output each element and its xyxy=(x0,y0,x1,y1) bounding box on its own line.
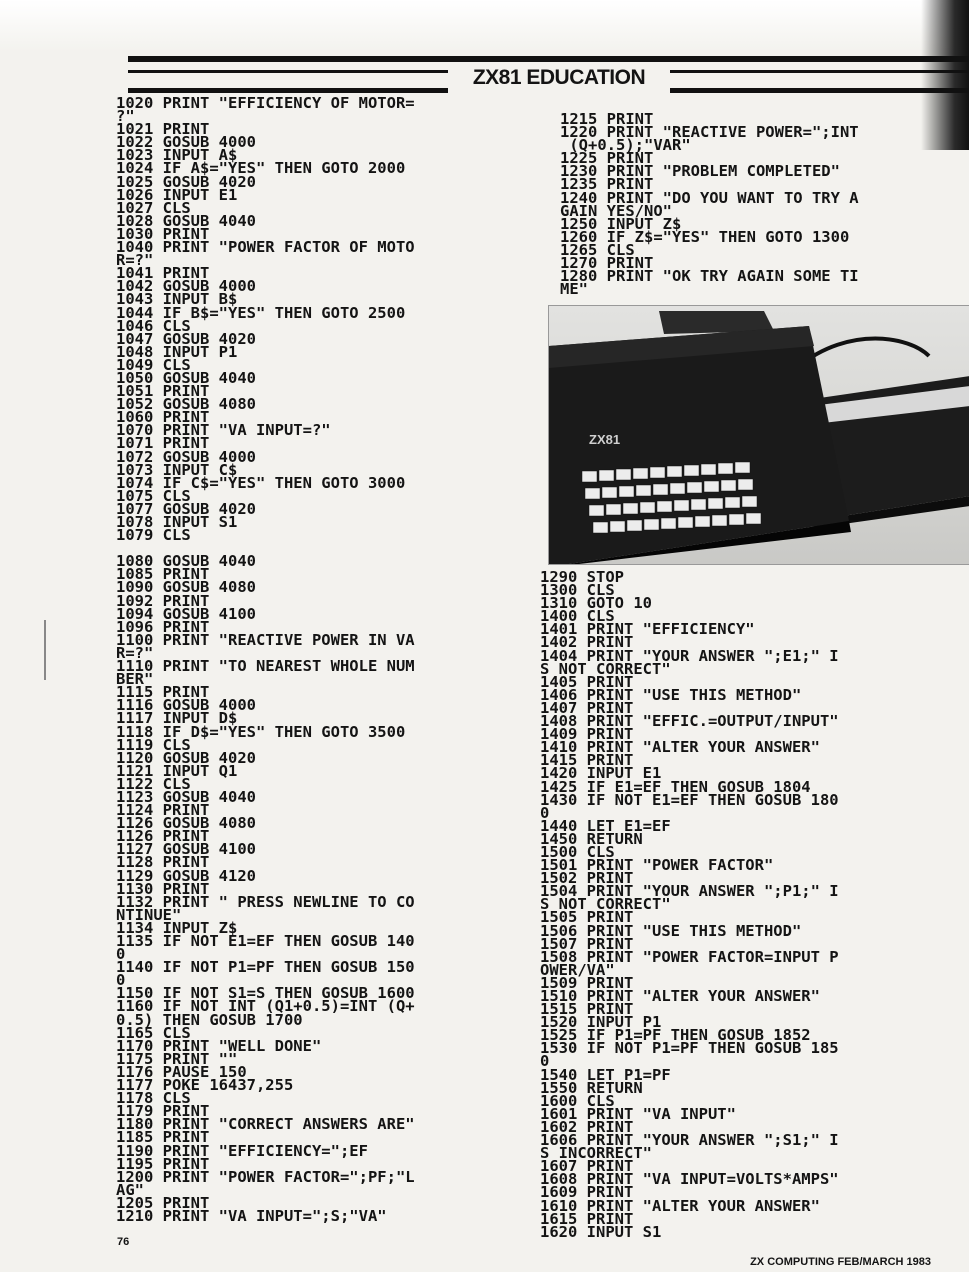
code-line: 1115 PRINT xyxy=(116,683,210,702)
code-line: 1270 PRINT xyxy=(560,254,654,273)
code-line: 1620 INPUT S1 xyxy=(540,1222,662,1239)
code-line: 1300 CLS xyxy=(540,581,615,600)
header-rule-right xyxy=(670,70,969,73)
code-line: 1110 PRINT "TO NEAREST WHOLE NUM xyxy=(116,657,415,676)
code-line: 1119 CLS xyxy=(116,735,191,754)
code-line: 1525 IF P1=PF THEN GOSUB 1852 xyxy=(540,1026,811,1045)
code-line: 1405 PRINT xyxy=(540,672,634,691)
code-line: 1160 IF NOT INT (Q1+0.5)=INT (Q+ xyxy=(116,997,415,1016)
code-line: 1200 PRINT "POWER FACTOR=";PF;"L xyxy=(116,1167,415,1186)
code-line: 1090 GOSUB 4080 xyxy=(116,578,256,597)
code-line: (Q+0.5);"VAR" xyxy=(560,136,691,155)
code-line: 1406 PRINT "USE THIS METHOD" xyxy=(540,685,802,704)
code-line: BER" xyxy=(116,670,154,689)
code-line: 1404 PRINT "YOUR ANSWER ";E1;" I xyxy=(540,646,839,665)
code-line: 1071 PRINT xyxy=(116,434,210,453)
code-line: 1195 PRINT xyxy=(116,1154,210,1173)
zx81-photo xyxy=(548,305,969,565)
code-line: 1230 PRINT "PROBLEM COMPLETED" xyxy=(560,162,840,181)
code-line: 1120 GOSUB 4020 xyxy=(116,748,256,767)
page-top-margin xyxy=(0,0,969,52)
code-line: 1260 IF Z$="YES" THEN GOTO 1300 xyxy=(560,227,850,246)
code-line: 1030 PRINT xyxy=(116,224,210,243)
section-title: ZX81 EDUCATION xyxy=(472,66,646,89)
code-line: 1117 INPUT D$ xyxy=(116,709,238,728)
code-line: 0 xyxy=(540,803,550,822)
code-line: 1042 GOSUB 4000 xyxy=(116,277,256,296)
code-line: 1401 PRINT "EFFICIENCY" xyxy=(540,620,755,639)
code-line: 1210 PRINT "VA INPUT=";S;"VA" xyxy=(116,1206,387,1224)
code-line: AG" xyxy=(116,1180,144,1199)
code-line: 1094 GOSUB 4100 xyxy=(116,604,256,623)
code-line: 1215 PRINT xyxy=(560,113,654,128)
code-line: 1400 CLS xyxy=(540,607,615,626)
code-line: 1609 PRINT xyxy=(540,1183,634,1202)
zx81-computer-image xyxy=(549,306,969,564)
code-line: 1100 PRINT "REACTIVE POWER IN VA xyxy=(116,630,415,649)
code-line: 1508 PRINT "POWER FACTOR=INPUT P xyxy=(540,947,839,966)
code-line: 1606 PRINT "YOUR ANSWER ";S1;" I xyxy=(540,1131,839,1150)
code-line: 1410 PRINT "ALTER YOUR ANSWER" xyxy=(540,738,820,757)
code-line: 1078 INPUT S1 xyxy=(116,513,238,531)
code-line: 1600 CLS xyxy=(540,1091,615,1110)
code-line: ME" xyxy=(560,280,588,297)
code-line: 1509 PRINT xyxy=(540,973,634,992)
magazine-credit: ZX COMPUTING FEB/MARCH 1983 xyxy=(750,1256,931,1268)
code-line: GAIN YES/NO" xyxy=(560,201,672,220)
code-line: 1310 GOTO 10 xyxy=(540,594,652,613)
code-line: 1607 PRINT xyxy=(540,1157,634,1176)
code-line: 1116 GOSUB 4000 xyxy=(116,696,256,715)
code-line: 1072 GOSUB 4000 xyxy=(116,447,256,466)
code-line: 0 xyxy=(116,945,126,964)
code-line: 1080 GOSUB 4040 xyxy=(116,552,256,571)
code-line: 1178 CLS xyxy=(116,1089,191,1108)
code-line: 1070 PRINT "VA INPUT=?" xyxy=(116,421,331,440)
code-line: 1165 CLS xyxy=(116,1023,191,1042)
code-line: 1122 CLS xyxy=(116,774,191,793)
code-line: 1020 PRINT "EFFICIENCY OF MOTOR= xyxy=(116,97,415,112)
code-line: 1425 IF E1=EF THEN GOSUB 1804 xyxy=(540,777,811,796)
code-line: 1129 GOSUB 4120 xyxy=(116,866,256,885)
code-line: 1170 PRINT "WELL DONE" xyxy=(116,1036,322,1055)
code-line: 1190 PRINT "EFFICIENCY=";EF xyxy=(116,1141,368,1160)
code-line: 1608 PRINT "VA INPUT=VOLTS*AMPS" xyxy=(540,1170,839,1189)
code-line: 0 xyxy=(540,1052,550,1071)
code-line: S NOT CORRECT" xyxy=(540,659,671,678)
code-line: 1049 CLS xyxy=(116,355,191,374)
code-line: 1280 PRINT "OK TRY AGAIN SOME TI xyxy=(560,267,859,286)
code-line: 1265 CLS xyxy=(560,240,635,259)
code-line: 1408 PRINT "EFFIC.=OUTPUT/INPUT" xyxy=(540,712,839,731)
code-line: 1130 PRINT xyxy=(116,879,210,898)
code-line: 1205 PRINT xyxy=(116,1193,210,1212)
code-line: 1504 PRINT "YOUR ANSWER ";P1;" I xyxy=(540,882,839,901)
code-line: 1250 INPUT Z$ xyxy=(560,214,682,233)
code-line: 1123 GOSUB 4040 xyxy=(116,787,256,806)
code-line: 1075 CLS xyxy=(116,486,191,505)
code-line: 1048 INPUT P1 xyxy=(116,342,238,361)
header-rule-left xyxy=(128,70,448,73)
code-line: 1051 PRINT xyxy=(116,382,210,401)
code-line: 1177 POKE 16437,255 xyxy=(116,1076,294,1095)
code-line: 1515 PRINT xyxy=(540,1000,634,1019)
code-line: 1024 IF A$="YES" THEN GOTO 2000 xyxy=(116,159,406,178)
code-line: 1615 PRINT xyxy=(540,1209,634,1228)
code-line: 1126 GOSUB 4080 xyxy=(116,814,256,833)
code-line: 1601 PRINT "VA INPUT" xyxy=(540,1104,736,1123)
code-line: 1290 STOP xyxy=(540,571,624,586)
code-line: 1025 GOSUB 4020 xyxy=(116,172,256,191)
listing-left-column xyxy=(116,97,546,1223)
code-line: 1047 GOSUB 4020 xyxy=(116,329,256,348)
code-line: 1050 GOSUB 4040 xyxy=(116,368,256,387)
code-line: 1022 GOSUB 4000 xyxy=(116,133,256,152)
code-line: 1179 PRINT xyxy=(116,1102,210,1121)
code-line: 1505 PRINT xyxy=(540,908,634,927)
code-line: 1610 PRINT "ALTER YOUR ANSWER" xyxy=(540,1196,820,1215)
code-line: 0.5) THEN GOSUB 1700 xyxy=(116,1010,303,1029)
code-line: R=?" xyxy=(116,251,154,270)
scan-mark xyxy=(44,620,46,680)
code-line: NTINUE" xyxy=(116,905,182,924)
code-line: 1126 PRINT xyxy=(116,827,210,846)
code-line: 1507 PRINT xyxy=(540,934,634,953)
code-line: 1027 CLS xyxy=(116,198,191,217)
code-line: 1501 PRINT "POWER FACTOR" xyxy=(540,856,774,875)
code-line: 1235 PRINT xyxy=(560,175,654,194)
code-line: 1500 CLS xyxy=(540,842,615,861)
code-line: 1128 PRINT xyxy=(116,853,210,872)
code-line: 1096 PRINT xyxy=(116,617,210,636)
code-line: 1175 PRINT "" xyxy=(116,1049,238,1068)
code-line: 1415 PRINT xyxy=(540,751,634,770)
code-line: 1041 PRINT xyxy=(116,264,210,283)
code-line: 1602 PRINT xyxy=(540,1117,634,1136)
code-line: 1077 GOSUB 4020 xyxy=(116,499,256,518)
code-line: OWER/VA" xyxy=(540,960,615,979)
code-line: 1121 INPUT Q1 xyxy=(116,761,238,780)
code-line: 1440 LET E1=EF xyxy=(540,816,671,835)
code-line: 1073 INPUT C$ xyxy=(116,460,238,479)
code-line: 1550 RETURN xyxy=(540,1078,643,1097)
code-line: 1176 PAUSE 150 xyxy=(116,1062,247,1081)
code-line: 1052 GOSUB 4080 xyxy=(116,395,256,414)
code-line: 0 xyxy=(116,971,126,990)
code-line: 1044 IF B$="YES" THEN GOTO 2500 xyxy=(116,303,406,322)
code-line: 1502 PRINT xyxy=(540,869,634,888)
code-line: 1092 PRINT xyxy=(116,591,210,610)
code-line: 1520 INPUT P1 xyxy=(540,1013,662,1032)
code-line: S INCORRECT" xyxy=(540,1144,652,1163)
code-line: 1225 PRINT xyxy=(560,149,654,168)
code-line: 1450 RETURN xyxy=(540,829,643,848)
code-line: 1510 PRINT "ALTER YOUR ANSWER" xyxy=(540,987,820,1005)
code-line: 1118 IF D$="YES" THEN GOTO 3500 xyxy=(116,722,406,741)
code-line: 1150 IF NOT S1=S THEN GOSUB 1600 xyxy=(116,984,415,1003)
code-line: 1026 INPUT E1 xyxy=(116,185,238,204)
code-line: 1185 PRINT xyxy=(116,1128,210,1147)
code-line: 1046 CLS xyxy=(116,316,191,335)
code-line: S NOT CORRECT" xyxy=(540,895,671,914)
code-line: 1140 IF NOT P1=PF THEN GOSUB 150 xyxy=(116,958,415,977)
code-line: 1135 IF NOT E1=EF THEN GOSUB 140 xyxy=(116,932,415,950)
code-line: 1040 PRINT "POWER FACTOR OF MOTO xyxy=(116,238,415,257)
code-line: 1127 GOSUB 4100 xyxy=(116,840,256,859)
code-line: 1409 PRINT xyxy=(540,725,634,744)
code-line: 1023 INPUT A$ xyxy=(116,146,238,165)
code-line: 1132 PRINT " PRESS NEWLINE TO CO xyxy=(116,892,415,911)
code-line: 1043 INPUT B$ xyxy=(116,290,238,309)
zx81-logo-text: ZX81 xyxy=(589,432,621,447)
code-line: 1220 PRINT "REACTIVE POWER=";INT xyxy=(560,123,859,142)
code-line: 1074 IF C$="YES" THEN GOTO 3000 xyxy=(116,473,406,492)
code-line: 1180 PRINT "CORRECT ANSWERS ARE" xyxy=(116,1115,415,1134)
code-line: ?" xyxy=(116,107,135,126)
code-line: 1060 PRINT xyxy=(116,408,210,427)
listing-right-top-column xyxy=(560,113,969,296)
code-line: 1134 INPUT Z$ xyxy=(116,918,238,937)
code-line: 1506 PRINT "USE THIS METHOD" xyxy=(540,921,802,940)
code-line: 1402 PRINT xyxy=(540,633,634,652)
code-line: R=?" xyxy=(116,643,154,662)
code-line: 1240 PRINT "DO YOU WANT TO TRY A xyxy=(560,188,859,207)
code-line: 1124 PRINT xyxy=(116,801,210,820)
code-line: 1430 IF NOT E1=EF THEN GOSUB 180 xyxy=(540,790,839,809)
code-line: 1079 CLS xyxy=(116,526,191,545)
code-line: 1530 IF NOT P1=PF THEN GOSUB 185 xyxy=(540,1039,839,1058)
page-number: 76 xyxy=(117,1236,130,1248)
code-line: 1085 PRINT xyxy=(116,565,210,584)
code-line: 1021 PRINT xyxy=(116,120,210,139)
section-header xyxy=(448,62,670,94)
code-line: 1540 LET P1=PF xyxy=(540,1065,671,1084)
code-line: 1420 INPUT E1 xyxy=(540,764,662,783)
code-line: 1028 GOSUB 4040 xyxy=(116,211,256,230)
code-line: 1407 PRINT xyxy=(540,698,634,717)
listing-right-bottom-column xyxy=(540,571,969,1239)
